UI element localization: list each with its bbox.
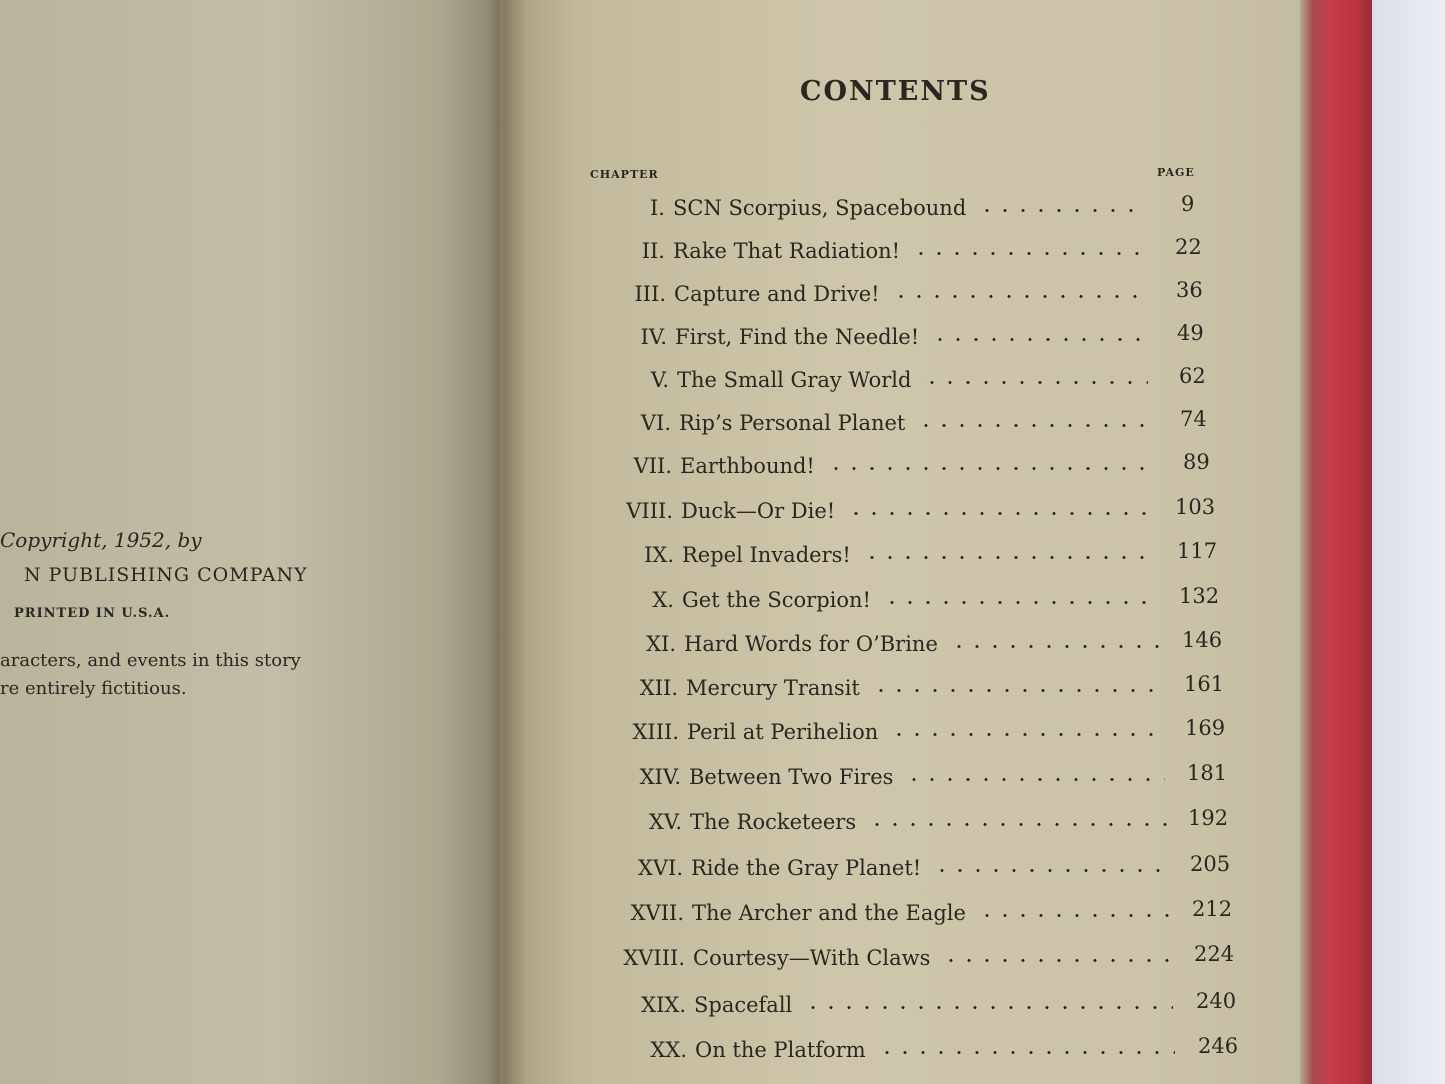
chapter-page-number: 89 <box>1183 450 1210 474</box>
chapter-page-number: 205 <box>1190 852 1231 876</box>
chapter-title: Courtesy—With Claws <box>693 946 931 970</box>
leader-dots <box>950 645 1160 648</box>
chapter-title: Get the Scorpion! <box>682 588 871 612</box>
leader-dots <box>872 689 1161 692</box>
chapter-page-number: 224 <box>1194 942 1235 966</box>
chapter-number: IV. <box>640 325 667 349</box>
toc-entry <box>639 761 1228 795</box>
chapter-title: Repel Invaders! <box>682 543 851 567</box>
toc-entry <box>626 495 1216 529</box>
chapter-number: XV. <box>648 810 682 834</box>
chapter-title: The Archer and the Eagle <box>692 901 966 925</box>
contents-title: CONTENTS <box>800 76 991 107</box>
chapter-title: First, Find the Needle! <box>675 325 920 349</box>
leader-dots <box>923 381 1148 384</box>
chapter-title: Peril at Perihelion <box>687 720 879 744</box>
chapter-title: Mercury Transit <box>686 676 860 700</box>
chapter-page-number: 74 <box>1180 407 1207 431</box>
copyright-year: Copyright, 1952, by <box>0 528 202 552</box>
chapter-page-number: 181 <box>1187 761 1228 785</box>
chapter-page-number: 103 <box>1175 495 1216 519</box>
chapter-number: XIV. <box>639 765 681 789</box>
chapter-page-number: 62 <box>1179 364 1206 388</box>
leader-dots <box>978 209 1140 212</box>
chapter-title: Rip’s Personal Planet <box>679 411 906 435</box>
chapter-number: XVI. <box>637 856 683 880</box>
chapter-title: Capture and Drive! <box>674 282 880 306</box>
chapter-page-number: 22 <box>1175 235 1202 259</box>
leader-dots <box>917 424 1150 427</box>
red-page-edge <box>1300 0 1372 1084</box>
chapter-number: XIX. <box>641 993 686 1017</box>
leader-dots <box>912 252 1142 255</box>
toc-entry <box>640 407 1220 441</box>
chapter-number: III. <box>634 282 666 306</box>
chapter-title: Earthbound! <box>680 454 815 478</box>
page-column-header: PAGE <box>1157 166 1195 179</box>
toc-entry <box>648 806 1229 840</box>
toc-entry <box>646 628 1223 662</box>
toc-entry <box>650 364 1219 398</box>
toc-entry <box>634 278 1216 312</box>
chapter-number: XVIII. <box>623 946 685 970</box>
chapter-title: On the Platform <box>695 1038 866 1062</box>
toc-entry <box>639 672 1225 706</box>
chapter-page-number: 240 <box>1196 989 1237 1013</box>
chapter-number: XI. <box>646 632 676 656</box>
toc-entry <box>641 989 1237 1023</box>
chapter-title: Ride the Gray Planet! <box>691 856 922 880</box>
chapter-number: XVII. <box>630 901 684 925</box>
chapter-number: VIII. <box>626 499 673 523</box>
chapter-page-number: 146 <box>1182 628 1223 652</box>
chapter-title: SCN Scorpius, Spacebound <box>673 196 967 220</box>
toc-entry <box>641 235 1215 269</box>
leader-dots <box>878 1051 1175 1054</box>
leader-dots <box>931 338 1146 341</box>
toc-entry <box>650 192 1221 226</box>
leader-dots <box>892 295 1144 298</box>
chapter-page-number: 117 <box>1177 539 1218 563</box>
chapter-page-number: 49 <box>1177 321 1204 345</box>
chapter-number: XII. <box>639 676 678 700</box>
chapter-number: VII. <box>633 454 672 478</box>
chapter-number: XIII. <box>632 720 679 744</box>
chapter-title: Between Two Fires <box>689 765 894 789</box>
fiction-note-line-1: aracters, and events in this story <box>0 650 301 671</box>
chapter-page-number: 36 <box>1176 278 1203 302</box>
leader-dots <box>863 556 1156 559</box>
toc-entry <box>644 539 1218 573</box>
leader-dots <box>978 914 1170 917</box>
fiction-note-line-2: re entirely fictitious. <box>0 678 187 699</box>
chapter-number: V. <box>650 368 669 392</box>
chapter-number: IX. <box>644 543 674 567</box>
chapter-page-number: 9 <box>1181 192 1195 216</box>
chapter-title: Hard Words for O’Brine <box>684 632 938 656</box>
table-surface <box>1372 0 1445 1084</box>
leader-dots <box>890 733 1163 736</box>
leader-dots <box>942 959 1171 962</box>
toc-entry <box>650 1034 1239 1068</box>
toc-entry <box>637 852 1231 886</box>
chapter-number: X. <box>652 588 674 612</box>
leader-dots <box>933 869 1169 872</box>
chapter-number: VI. <box>640 411 671 435</box>
chapter-title: Rake That Radiation! <box>673 239 901 263</box>
toc-entry <box>640 321 1217 355</box>
leader-dots <box>883 601 1158 604</box>
leader-dots <box>905 778 1165 781</box>
chapter-title: Duck—Or Die! <box>681 499 836 523</box>
chapter-page-number: 132 <box>1179 584 1220 608</box>
toc-entry <box>632 716 1226 750</box>
chapter-page-number: 212 <box>1192 897 1233 921</box>
chapter-number: XX. <box>650 1038 687 1062</box>
chapter-page-number: 169 <box>1185 716 1226 740</box>
toc-entry <box>623 942 1235 976</box>
chapter-number: I. <box>650 196 665 220</box>
chapter-page-number: 246 <box>1198 1034 1239 1058</box>
chapter-title: The Small Gray World <box>677 368 912 392</box>
leader-dots <box>804 1006 1173 1009</box>
book-gutter <box>488 0 528 1084</box>
chapter-column-header: CHAPTER <box>590 168 659 181</box>
chapter-title: Spacefall <box>694 993 793 1017</box>
toc-entry <box>633 450 1223 484</box>
chapter-page-number: 192 <box>1188 806 1229 830</box>
chapter-page-number: 161 <box>1184 672 1225 696</box>
leader-dots <box>827 467 1152 470</box>
toc-entry <box>630 897 1233 931</box>
printed-in: PRINTED IN U.S.A. <box>14 606 171 621</box>
leader-dots <box>847 512 1154 515</box>
publisher-name: N PUBLISHING COMPANY <box>24 564 308 586</box>
chapter-title: The Rocketeers <box>690 810 857 834</box>
leader-dots <box>868 823 1167 826</box>
toc-entry <box>652 584 1220 618</box>
chapter-number: II. <box>641 239 665 263</box>
